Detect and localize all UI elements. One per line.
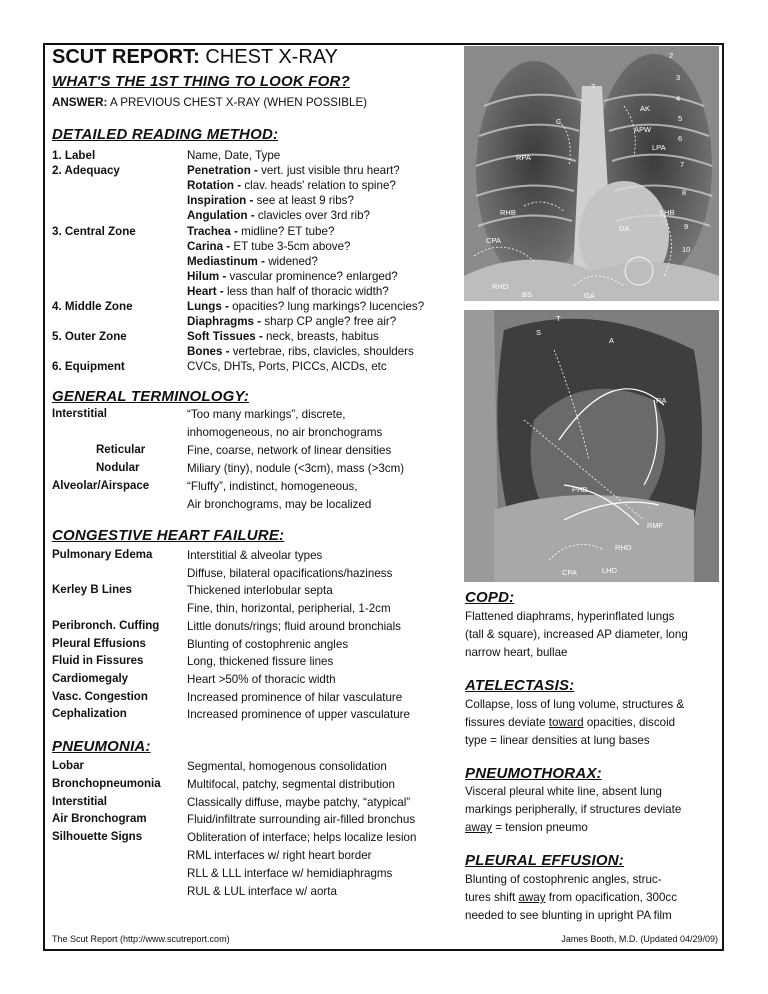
terminology-definition: Miliary (tiny), nodule (<3cm), mass (>3cm) (187, 462, 405, 475)
chf-term: Pleural Effusions (52, 637, 146, 650)
pneumonia-term: Lobar (52, 760, 84, 772)
first-thing-heading: WHAT'S THE 1ST THING TO LOOK FOR? (52, 73, 350, 90)
reading-check-text: clav. heads' relation to spine? (244, 179, 396, 193)
pa-xray-label: DA (619, 224, 630, 233)
pa-xray-label: RPA (516, 153, 531, 162)
reading-check-term: Rotation - (187, 179, 242, 193)
pneumonia-term: Silhouette Signs (52, 831, 143, 844)
reading-check-term: Lungs - (187, 300, 229, 313)
reading-check-line (187, 345, 414, 358)
lateral-xray-label: LHD (602, 566, 618, 575)
copd-heading: COPD: (465, 589, 515, 606)
chf-description: Little donuts/rings; fluid around bronchials (187, 619, 401, 633)
chf-description: Increased prominence of upper vasculature (187, 708, 410, 722)
chf-description: Thickened interlobular septa (187, 584, 333, 598)
footer-source: The Scut Report (http://www.scutreport.com) (52, 934, 230, 944)
lateral-xray-label: RA (656, 396, 667, 405)
reading-step-label: 4. Middle Zone (52, 300, 133, 313)
reading-check-text: see at least 9 ribs? (256, 194, 354, 208)
reading-check-line (187, 285, 389, 298)
reading-check-line (187, 225, 334, 238)
pa-xray-label: RHB (500, 208, 516, 217)
reading-step-label: 1. Label (52, 149, 96, 162)
reading-check-text: CVCs, DHTs, Ports, PICCs, AICDs, etc (187, 360, 387, 374)
reading-check-term: Inspiration - (187, 194, 254, 208)
pa-xray-label: RHD (492, 282, 509, 291)
pa-xray-label: 4 (676, 94, 681, 103)
reading-check-term: Hilum - (187, 269, 227, 283)
reading-check-term: Angulation - (187, 209, 255, 223)
chf-description: Heart >50% of thoracic width (187, 672, 336, 686)
chf-description: Increased prominence of hilar vasculature (187, 690, 403, 704)
pneumonia-description: Classically diffuse, maybe patchy, “atypical” (187, 795, 411, 809)
reading-check-line (187, 315, 396, 328)
reading-check-line (187, 240, 351, 253)
reading-check-text: midline? ET tube? (241, 224, 335, 238)
terminology-definition: inhomogeneous, no air bronchograms (187, 426, 383, 439)
reading-check-text: neck, breasts, habitus (266, 330, 379, 344)
terminology-term: Alveolar/Airspace (52, 480, 150, 492)
reading-check-line (187, 164, 400, 177)
reading-check-line (187, 255, 318, 268)
terminology-heading: GENERAL TERMINOLOGY: (52, 388, 250, 405)
reading-check-text: opacities? lung markings? lucencies? (232, 300, 425, 313)
reading-check-text: ET tube 3-5cm above? (233, 239, 351, 253)
reading-check-line (187, 209, 370, 222)
pneumonia-description: RUL & LUL interface w/ aorta (187, 884, 337, 898)
reading-check-term: Bones - (187, 345, 230, 359)
reading-check-line (187, 194, 354, 207)
reading-check-text: vascular prominence? enlarged? (229, 269, 398, 283)
reading-check-text: widened? (268, 254, 318, 268)
terminology-term: Interstitial (52, 408, 107, 420)
terminology-term: Nodular (96, 462, 140, 474)
pneumonia-term: Bronchopneumonia (52, 777, 161, 790)
pa-xray-label: 6 (678, 134, 683, 143)
chf-description: Interstitial & alveolar types (187, 549, 323, 562)
chf-term: Peribronch. Cuffing (52, 619, 160, 632)
reading-check-term: Carina - (187, 239, 231, 253)
terminology-definition: Air bronchograms, may be localized (187, 498, 372, 511)
terminology-definition: “Too many markings”, discrete, (187, 408, 346, 421)
reading-check-text: less than half of thoracic width? (226, 284, 389, 298)
atelectasis-text: Collapse, loss of lung volume, structures & fissures deviate toward opacities, discoid type = linear densities at lung bases (465, 698, 685, 747)
chf-description: Blunting of costophrenic angles (187, 637, 349, 651)
terminology-definition: Fine, coarse, network of linear densities (187, 444, 392, 457)
chf-term: Fluid in Fissures (52, 655, 144, 668)
reading-check-term: Mediastinum - (187, 254, 265, 268)
pa-xray-label: CPA (486, 236, 501, 245)
reading-check-text: vert. just visible thru heart? (261, 164, 400, 178)
lateral-xray-label: CPA (562, 568, 577, 577)
pa-xray-label: 3 (676, 73, 681, 82)
lateral-xray-label: RHD (615, 543, 632, 552)
reading-step-label: 3. Central Zone (52, 224, 136, 238)
pa-xray-label: AK (640, 104, 651, 113)
chf-description: Long, thickened fissure lines (187, 655, 334, 669)
reading-check-line (187, 270, 398, 283)
reading-step-label: 2. Adequacy (52, 164, 120, 178)
chf-term: Kerley B Lines (52, 584, 132, 597)
pneumothorax-heading: PNEUMOTHORAX: (465, 765, 602, 782)
reading-check-line (187, 300, 424, 313)
page-title: SCUT REPORT: CHEST X-RAY (52, 46, 338, 68)
reading-check-line (187, 330, 379, 343)
reading-check-line (187, 360, 387, 373)
chf-term: Vasc. Congestion (52, 690, 148, 703)
chf-term: Cardiomegaly (52, 672, 129, 685)
pneumothorax-text: Visceral pleural white line, absent lung markings peripherally, if structures deviate away = tension pneumo (465, 785, 682, 834)
pa-chest-xray-image (464, 46, 719, 301)
reading-check-term: Heart - (187, 284, 224, 298)
chf-term: Pulmonary Edema (52, 549, 153, 561)
reading-method-heading: DETAILED READING METHOD: (52, 126, 279, 143)
pneumonia-description: Obliteration of interface; helps localize lesion (187, 831, 417, 845)
pneumonia-description: RLL & LLL interface w/ hemidiaphragms (187, 866, 393, 880)
reading-check-text: clavicles over 3rd rib? (257, 209, 370, 223)
lateral-xray-label: PHB (572, 485, 588, 494)
pneumonia-description: Fluid/infiltrate surrounding air-filled bronchus (187, 813, 416, 827)
pa-xray-label: BS (522, 290, 533, 299)
pa-xray-label: 10 (682, 245, 691, 254)
reading-step-label: 6. Equipment (52, 360, 125, 374)
pa-xray-label: T (591, 82, 596, 91)
pa-xray-label: 2 (669, 51, 674, 60)
pleural-effusion-heading: PLEURAL EFFUSION: (465, 852, 624, 869)
lateral-xray-label: T (556, 314, 561, 323)
terminology-definition: “Fluffy”, indistinct, homogeneous, (187, 480, 358, 493)
pa-xray-label: 8 (682, 188, 687, 197)
copd-text: Flattened diaphrams, hyperinflated lungs (tall & square), increased AP diameter, long narrow heart, bullae (465, 610, 688, 659)
pa-xray-label: GA (584, 291, 595, 300)
reading-step-label: 5. Outer Zone (52, 330, 127, 344)
pneumonia-term: Interstitial (52, 795, 107, 808)
reading-check-term: Trachea - (187, 224, 238, 238)
answer-line: ANSWER: A PREVIOUS CHEST X-RAY (WHEN POSSIBLE) (52, 96, 368, 109)
reading-check-text: sharp CP angle? free air? (264, 315, 397, 329)
pa-xray-label: LPA (652, 143, 666, 152)
pa-xray-label: 5 (678, 114, 683, 123)
pa-xray-label: 7 (680, 160, 685, 169)
lateral-chest-xray-image (464, 310, 719, 582)
pneumonia-description: RML interfaces w/ right heart border (187, 849, 372, 862)
reading-check-line (187, 149, 280, 162)
reading-check-term: Diaphragms - (187, 315, 262, 329)
pa-xray-label: C (556, 117, 562, 126)
chf-description: Diffuse, bilateral opacifications/haziness (187, 566, 393, 580)
pneumonia-heading: PNEUMONIA: (52, 738, 151, 755)
reading-check-term: Soft Tissues - (187, 330, 263, 344)
lateral-xray-label: S (536, 328, 542, 337)
footer-author: James Booth, M.D. (Updated 04/29/09) (561, 934, 718, 944)
pleural-effusion-text: Blunting of costophrenic angles, struc- tures shift away from opacification, 300cc needed to see blunting in upright PA film (465, 873, 678, 922)
reading-check-line (187, 179, 396, 192)
pneumonia-description: Multifocal, patchy, segmental distribution (187, 777, 395, 791)
chf-term: Cephalization (52, 708, 127, 721)
pa-xray-label: APW (634, 125, 652, 134)
pa-xray-label: LHB (660, 208, 675, 217)
reading-check-text: Name, Date, Type (187, 149, 281, 162)
pneumonia-term: Air Bronchogram (52, 813, 147, 826)
pneumonia-description: Segmental, homogenous consolidation (187, 760, 387, 773)
pa-xray-label: 9 (684, 222, 689, 231)
terminology-term: Reticular (96, 444, 146, 456)
atelectasis-heading: ATELECTASIS: (465, 677, 575, 694)
lateral-xray-label: RMF (647, 521, 664, 530)
lateral-xray-label: A (609, 336, 615, 345)
chf-description: Fine, thin, horizontal, peripherial, 1-2cm (187, 602, 391, 616)
reading-check-text: vertebrae, ribs, clavicles, shoulders (232, 345, 414, 359)
chf-heading: CONGESTIVE HEART FAILURE: (52, 527, 285, 544)
reading-check-term: Penetration - (187, 164, 258, 178)
